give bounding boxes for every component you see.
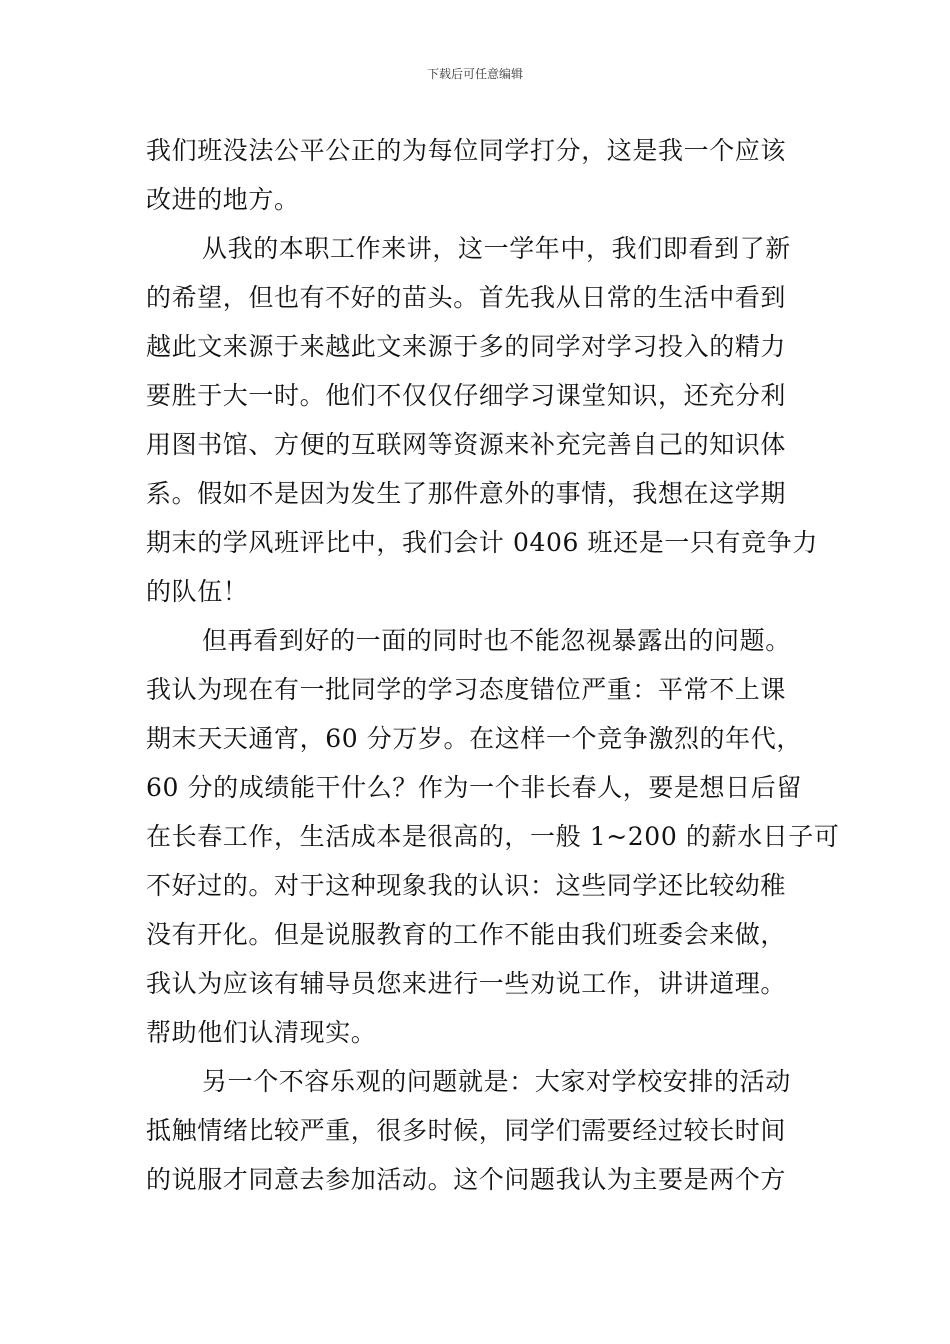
paragraph-start-line: 另一个不容乐观的问题就是：大家对学校安排的活动 <box>202 1067 791 1096</box>
paragraph-start-line: 从我的本职工作来讲，这一学年中，我们即看到了新 <box>202 234 791 263</box>
text-line: 在长春工作，生活成本是很高的，一般 1~200 的薪水日子可 <box>146 822 840 851</box>
document-body <box>146 126 840 1204</box>
text-line: 改进的地方。 <box>146 185 300 214</box>
paragraph-start-line: 但再看到好的一面的同时也不能忽视暴露出的问题。 <box>202 626 791 655</box>
text-line: 没有开化。但是说服教育的工作不能由我们班委会来做， <box>146 920 787 949</box>
text-line: 要胜于大一时。他们不仅仅仔细学习课堂知识，还充分利 <box>146 381 787 410</box>
text-line: 不好过的。对于这种现象我的认识：这些同学还比较幼稚 <box>146 871 787 900</box>
text-line: 用图书馆、方便的互联网等资源来补充完善自己的知识体 <box>146 430 787 459</box>
text-line: 越此文来源于来越此文来源于多的同学对学习投入的精力 <box>146 332 787 361</box>
text-line: 我认为现在有一批同学的学习态度错位严重：平常不上课 <box>146 675 787 704</box>
text-line: 60 分的成绩能干什么？作为一个非长春人，要是想日后留 <box>146 773 802 802</box>
text-line: 我们班没法公平公正的为每位同学打分，这是我一个应该 <box>146 136 787 165</box>
text-line: 抵触情绪比较严重，很多时候，同学们需要经过较长时间 <box>146 1116 787 1145</box>
text-line: 帮助他们认清现实。 <box>146 1018 377 1047</box>
text-line: 系。假如不是因为发生了那件意外的事情，我想在这学期 <box>146 479 787 508</box>
page-header: 下载后可任意编辑 <box>426 67 523 81</box>
text-line: 我认为应该有辅导员您来进行一些劝说工作，讲讲道理。 <box>146 969 787 998</box>
text-line: 的队伍！ <box>146 577 249 606</box>
text-line: 期末的学风班评比中，我们会计 0406 班还是一只有竞争力 <box>146 528 818 557</box>
text-line: 的说服才同意去参加活动。这个问题我认为主要是两个方 <box>146 1165 787 1194</box>
text-line: 的希望，但也有不好的苗头。首先我从日常的生活中看到 <box>146 283 787 312</box>
text-line: 期末天天通宵，60 分万岁。在这样一个竞争激烈的年代， <box>146 724 802 753</box>
